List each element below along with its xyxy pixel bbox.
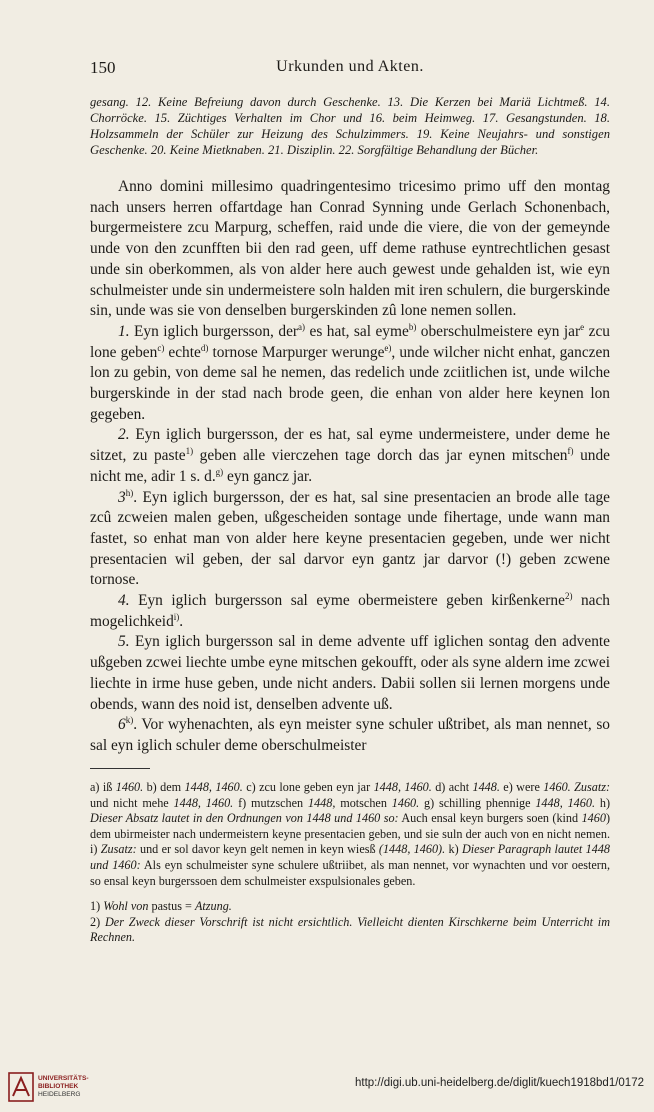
paragraph-4 bbox=[90, 591, 610, 632]
paragraph-1 bbox=[90, 322, 610, 426]
text: 1) bbox=[90, 899, 104, 914]
note-ref: a) bbox=[298, 321, 306, 332]
paragraph-3 bbox=[90, 488, 610, 592]
text: Eyn iglich burgersson sal eyme obermeistere geben kirßenkerne bbox=[129, 592, 565, 610]
text: Eyn iglich burgersson sal in deme advente uff iglichen sontag den advente ußgeben zcwei liechte umbe eyne mitschen gekoufft, oder als syne aldern ime zcwei liechte in irme huse geben, unde nicht anders. Dabii sollen sii lernen morgens unde obends, wann des noid ist, denselben advente uß. bbox=[90, 633, 610, 713]
text: eyn gancz jar. bbox=[223, 467, 313, 485]
text: e) were bbox=[499, 780, 544, 794]
text: Der Zweck dieser Vorschrift ist nicht ersichtlich. Vielleicht dienten Kirschkerne beim Unterricht im Rechnen. bbox=[90, 914, 610, 945]
digitization-footer bbox=[0, 1062, 654, 1112]
text: motschen bbox=[335, 795, 392, 810]
text: Als eyn schulmeister syne schulere ußtriibet, als man nennet, vor wynachten und vor oestern, so ensal keyn burgerssoen dem schulmeister exspulsionales geben. bbox=[90, 857, 610, 888]
text: . bbox=[179, 612, 184, 630]
text: Auch ensal keyn burgers soen (kind bbox=[398, 811, 582, 826]
text: b) dem bbox=[143, 780, 185, 794]
main-text bbox=[90, 177, 610, 757]
library-logo-icon bbox=[8, 1072, 34, 1102]
footnote-1 bbox=[90, 899, 610, 915]
text: (1448, 1460). bbox=[378, 842, 446, 857]
source-url-link[interactable]: http://digi.ub.uni-heidelberg.de/diglit/kuech1918bd1/0172 bbox=[355, 1077, 644, 1089]
text: i) bbox=[90, 842, 101, 857]
paragraph-5 bbox=[90, 632, 610, 715]
text: g) schilling phennige bbox=[419, 795, 536, 810]
text: 1448, bbox=[307, 795, 336, 810]
text: 1460. bbox=[391, 795, 420, 810]
running-title: Urkunden und Akten. bbox=[276, 58, 424, 75]
paragraph-number: 2. bbox=[118, 426, 130, 444]
text: Eyn iglich burgersson, der bbox=[129, 322, 299, 340]
text: Zusatz: bbox=[570, 780, 611, 794]
text: Dieser Paragraph lautet 1448 und 1460: bbox=[90, 842, 611, 872]
text: ) dem ubirmeister nach undermeistern keyne presentacien geben, und sie suln der auch von en nicht nemen. bbox=[90, 811, 610, 841]
section-summary: gesang. 12. Keine Befreiung davon durch Geschenke. 13. Die Kerzen bei Mariä Lichtmeß. 14. Chorröcke. 15. Züchtiges Verhalten im Chor und 16. beim Heimweg. 17. Gesangstunden. 18. Holzsammeln der Schüler zur Heizung des Schulzimmers. 19. Keine Neujahrs- und sonstigen Geschenke. 20. Keine Mietknaben. 21. Disziplin. 22. Sorgfältige Behandlung der Bücher. bbox=[90, 95, 610, 157]
note-ref: e) bbox=[384, 342, 392, 353]
text: Eyn iglich burgersson, der es hat, sal eyme undermeistere, under deme he sitzet, zu paste bbox=[90, 426, 610, 465]
variant-notes bbox=[90, 780, 610, 889]
text: h) bbox=[595, 795, 611, 810]
note-ref: c) bbox=[157, 342, 165, 353]
paragraph-number: 5. bbox=[118, 633, 130, 651]
paragraph-6 bbox=[90, 715, 610, 756]
text: , unde wilcher nicht enhat, ganczen lon zu gebin, von deme sal he nemen, das redelich unde zciitlichen ist, unde wilche burgerskinde in der stad nach brode geen, die enhan von alder here keynen lon gegeben. bbox=[90, 343, 611, 423]
note-ref: e bbox=[580, 321, 585, 332]
text: und nicht mehe bbox=[90, 795, 174, 810]
text: es hat, sal eyme bbox=[305, 322, 409, 340]
text: Wohl von bbox=[103, 899, 149, 914]
note-ref: 2) bbox=[564, 590, 573, 601]
text: c) zcu lone geben eyn jar bbox=[242, 780, 374, 794]
text: Dieser Absatz lautet in den Ordnungen von 1448 und 1460 so: bbox=[90, 811, 399, 826]
note-ref: b) bbox=[408, 321, 417, 332]
paragraph-number: 3 bbox=[118, 488, 126, 506]
text: pastus = bbox=[148, 899, 195, 914]
text: 1448, 1460. bbox=[173, 795, 234, 810]
note-ref: h) bbox=[125, 487, 134, 498]
footnote-2 bbox=[90, 915, 610, 946]
text: 1460. bbox=[543, 780, 571, 794]
text: Zusatz: bbox=[100, 842, 137, 857]
note-ref: i) bbox=[173, 611, 180, 622]
library-line: UNIVERSITÄTS- bbox=[38, 1075, 89, 1082]
text: 2) bbox=[90, 914, 105, 929]
paragraph-number: 4. bbox=[118, 592, 130, 610]
running-head bbox=[90, 58, 610, 80]
note-ref: d) bbox=[200, 342, 209, 353]
intro-paragraph: Anno domini millesimo quadringentesimo tricesimo primo uff den montag nach unsers herren offartdage han Conrad Synning unde Gerlach Schonenbach, burgermeistere zcu Marpurg, scheffen, raid unde die viere, die von der gemeynde unde von den zcunfften bii den rad geen, uff deme rathuse eyntrechtlichen gesast unde sin oberkommen, als von alder here auch gewest unde gehalden ist, wie eyn schulmeister unde sin undermeistere soln halden mit iren schulern, die burgerskinde sin, unde was sie von denselben burgerskinden zû lone nemen sollen. bbox=[90, 178, 610, 320]
library-line: HEIDELBERG bbox=[38, 1091, 81, 1098]
apparatus-notes bbox=[90, 780, 610, 946]
text: oberschulmeistere eyn jar bbox=[416, 322, 581, 340]
note-ref: f) bbox=[567, 446, 574, 457]
paragraph-number: 6 bbox=[118, 716, 126, 734]
text: 1448, 1460. bbox=[373, 780, 432, 794]
text: tornose Marpurger werunge bbox=[208, 343, 385, 361]
text: echte bbox=[164, 343, 201, 361]
text: 1448. bbox=[472, 780, 500, 794]
text: nach mogelichkeid bbox=[90, 592, 611, 630]
paragraph-2 bbox=[90, 425, 610, 487]
text: unde nicht me, adir 1 s. d. bbox=[90, 447, 610, 485]
text: 1448, 1460. bbox=[184, 780, 243, 794]
text: a) iß bbox=[90, 780, 116, 794]
text: geben alle vierczehen tage dorch das jar eynen mitschen bbox=[193, 447, 568, 465]
text: . Eyn iglich burgersson, der es hat, sal sine presentacien an brode alle tage zcû zcweien malen geben, ußgescheiden sontage unde fihertage, unde wann man fastet, so enhat man von alder here keyne presentacien gegeben, unde wer nicht presentacien wil geben, der sal darvor eyn gantz jar darvor (!) geben zcwene tornose. bbox=[90, 488, 610, 589]
text: Atzung. bbox=[194, 899, 232, 914]
text: zcu lone geben bbox=[90, 322, 610, 361]
page-number: 150 bbox=[90, 58, 116, 77]
text: f) mutzschen bbox=[233, 795, 308, 810]
paragraph-number: 1. bbox=[118, 322, 130, 340]
footnote-divider bbox=[90, 768, 150, 769]
text: d) acht bbox=[431, 780, 473, 794]
library-line: BIBLIOTHEK bbox=[38, 1083, 79, 1090]
text: und er sol davor keyn gelt nemen in keyn wiesß bbox=[136, 842, 379, 857]
note-ref: 1) bbox=[185, 446, 194, 457]
text: 1460 bbox=[581, 811, 606, 826]
text: 1448, 1460. bbox=[535, 795, 596, 810]
text: k) bbox=[445, 842, 462, 857]
note-ref: k) bbox=[125, 715, 134, 726]
text: . Vor wyhenachten, als eyn meister syne schuler ußtribet, als man nennet, so sal eyn iglich schuler deme oberschulmeister bbox=[90, 716, 610, 754]
text: 1460. bbox=[115, 780, 144, 794]
library-name bbox=[38, 1075, 89, 1099]
note-ref: g) bbox=[215, 466, 224, 477]
